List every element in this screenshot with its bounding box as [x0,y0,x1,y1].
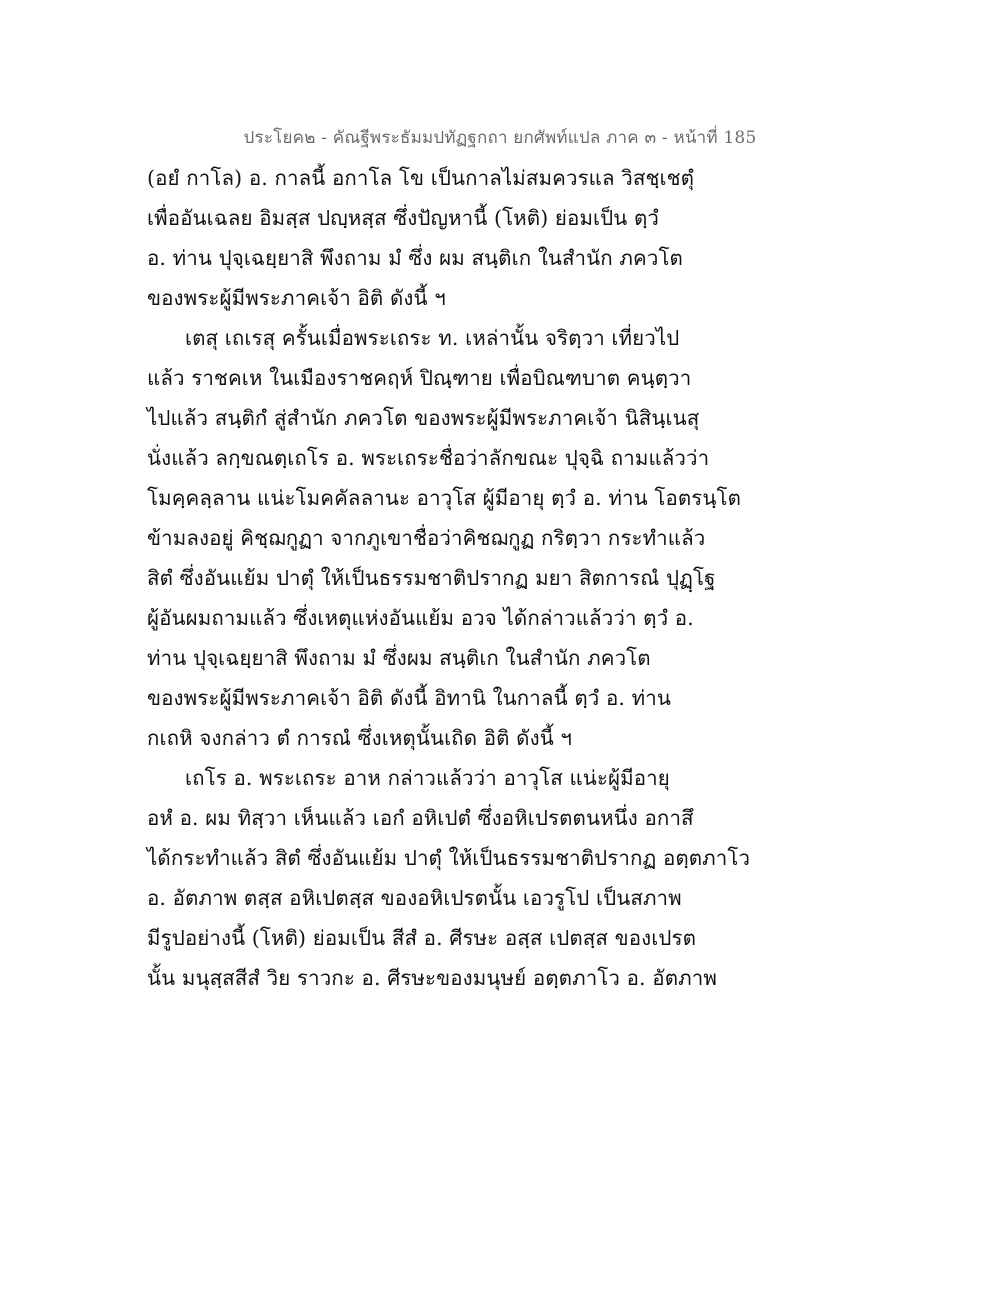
text-line: อหํ อ. ผม ทิสฺวา เห็นแล้ว เอกํ อหิเปตํ ซึ่งอหิเปรตตนหนึ่ง อกาสึ [147,806,694,830]
paragraph-start-line: เตสุ เถเรสุ ครั้นเมื่อพระเถระ ท. เหล่านั้น จริตฺวา เที่ยวไป [185,326,680,350]
text-line: ของพระผู้มีพระภาคเจ้า อิติ ดังนี้ ฯ [147,286,446,310]
text-line: นั้น มนุสฺสสีสํ วิย ราวกะ อ. ศีรษะของมนุษย์ อตฺตภาโว อ. อัตภาพ [147,966,717,990]
text-line: ท่าน ปุจฺเฉยฺยาสิ พึงถาม มํ ซึ่งผม สนฺติเก ในสำนัก ภควโต [147,646,651,670]
text-line: ของพระผู้มีพระภาคเจ้า อิติ ดังนี้ อิทานิ ในกาลนี้ ตฺวํ อ. ท่าน [147,686,671,710]
text-line: โมคฺคลฺลาน แน่ะโมคคัลลานะ อาวุโส ผู้มีอายุ ตฺวํ อ. ท่าน โอตรนฺโต [147,486,742,510]
paragraph-start-line: เถโร อ. พระเถระ อาห กล่าวแล้วว่า อาวุโส แน่ะผู้มีอายุ [185,766,670,790]
body-text [147,158,867,998]
text-line: (อยํ กาโล) อ. กาลนี้ อกาโล โข เป็นกาลไม่สมควรแล วิสชฺเชตุํ [147,166,695,190]
text-line: สิตํ ซึ่งอันแย้ม ปาตุํ ให้เป็นธรรมชาติปรากฏ มยา สิตการณํ ปุฏฺโฐ [147,566,716,590]
text-line: ข้ามลงอยู่ คิชฺฌกูฏา จากภูเขาชื่อว่าคิชฌกูฏ กริตฺวา กระทำแล้ว [147,526,706,550]
text-line: นั่งแล้ว ลกฺขณตฺเถโร อ. พระเถระชื่อว่าลักขณะ ปุจฺฉิ ถามแล้วว่า [147,446,710,470]
text-line: แล้ว ราชคเห ในเมืองราชคฤห์ ปิณฺฑาย เพื่อบิณฑบาต คนฺตฺวา [147,366,692,390]
text-line: มีรูปอย่างนี้ (โหติ) ย่อมเป็น สีสํ อ. ศีรษะ อสฺส เปตสฺส ของเปรต [147,926,697,950]
running-header: ประโยค๒ - คัณฐีพระธัมมปทัฏฐกถา ยกศัพท์แปล ภาค ๓ - หน้าที่ 185 [243,128,757,148]
text-line: เพื่ออันเฉลย อิมสฺส ปญฺหสฺส ซึ่งปัญหานี้ (โหติ) ย่อมเป็น ตฺวํ [147,206,660,230]
text-line: อ. ท่าน ปุจฺเฉยฺยาสิ พึงถาม มํ ซึ่ง ผม สนฺติเก ในสำนัก ภควโต [147,246,683,270]
text-line: ไปแล้ว สนฺติกํ สู่สำนัก ภควโต ของพระผู้มีพระภาคเจ้า นิสินฺเนสุ [147,406,700,430]
text-line: ผู้อันผมถามแล้ว ซึ่งเหตุแห่งอันแย้ม อวจ ได้กล่าวแล้วว่า ตฺวํ อ. [147,606,694,630]
text-line: อ. อัตภาพ ตสฺส อหิเปตสฺส ของอหิเปรตนั้น เอวรูโป เป็นสภาพ [147,886,682,910]
text-line: ได้กระทำแล้ว สิตํ ซึ่งอันแย้ม ปาตุํ ให้เป็นธรรมชาติปรากฏ อตฺตภาโว [147,846,751,870]
text-line: กเถหิ จงกล่าว ตํ การณํ ซึ่งเหตุนั้นเถิด อิติ ดังนี้ ฯ [147,726,573,750]
